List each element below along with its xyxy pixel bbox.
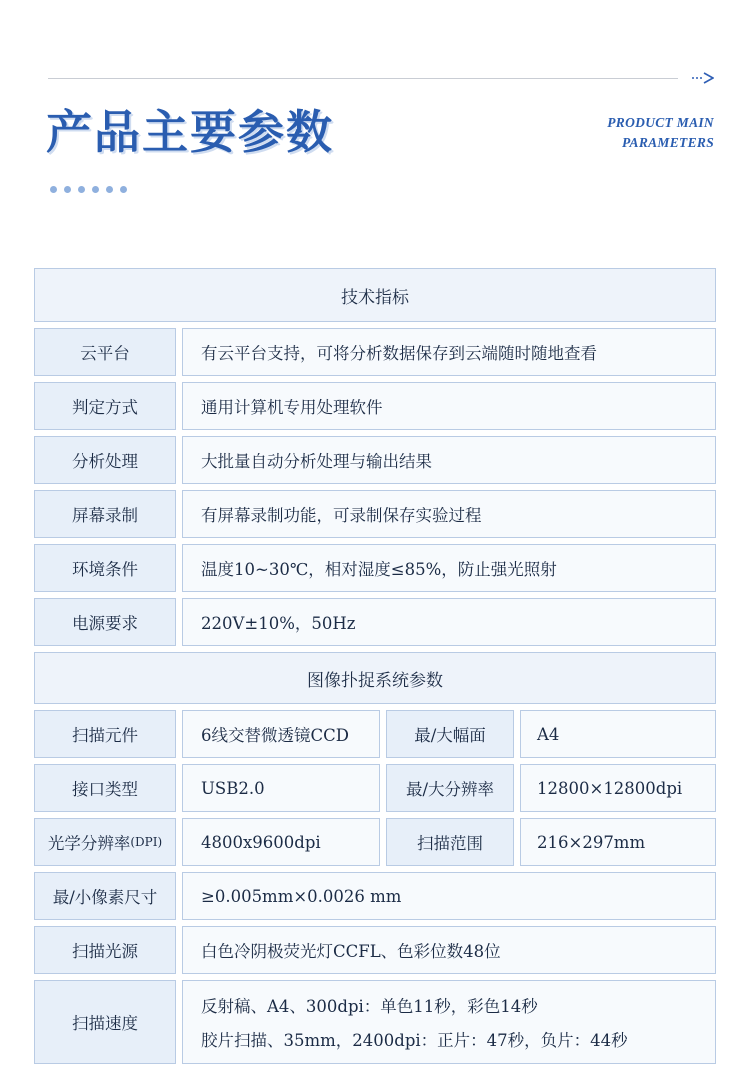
- row-value: 白色冷阴极荧光灯CCFL、色彩位数48位: [182, 926, 716, 974]
- dot-icon: [64, 186, 71, 193]
- dot-icon: [106, 186, 113, 193]
- row-value: 大批量自动分析处理与输出结果: [182, 436, 716, 484]
- page-title-english: [514, 113, 714, 152]
- row-value-secondary: A4: [520, 710, 716, 758]
- dot-icon: [78, 186, 85, 193]
- row-label: 屏幕录制: [34, 490, 176, 538]
- row-value-secondary: 216×297mm: [520, 818, 716, 866]
- row-label: 扫描光源: [34, 926, 176, 974]
- section-header-technical: 技术指标: [34, 268, 716, 322]
- table-row: [34, 544, 716, 592]
- table-row: [34, 490, 716, 538]
- row-value: 有云平台支持，可将分析数据保存到云端随时随地查看: [182, 328, 716, 376]
- row-value-secondary: 12800×12800dpi: [520, 764, 716, 812]
- row-value: 6线交替微透镜CCD: [182, 710, 380, 758]
- row-label: 扫描速度: [34, 980, 176, 1064]
- page-title-english-line2: PARAMETERS: [621, 134, 714, 150]
- table-row: [34, 598, 716, 646]
- spec-table: [34, 268, 716, 1070]
- header-divider: [48, 72, 714, 84]
- row-label: 最/小像素尺寸: [34, 872, 176, 920]
- table-row: [34, 710, 716, 758]
- row-label-secondary: 最/大幅面: [386, 710, 514, 758]
- row-value: 温度10~30℃，相对湿度≤85%，防止强光照射: [182, 544, 716, 592]
- row-label: 云平台: [34, 328, 176, 376]
- row-label: 判定方式: [34, 382, 176, 430]
- table-section-header-row: [34, 652, 716, 704]
- table-row: [34, 926, 716, 974]
- decorative-dots: [50, 186, 127, 193]
- page-header: [0, 0, 750, 230]
- scan-speed-line-1: 反射稿、A4、300dpi：单色11秒，彩色14秒: [201, 997, 538, 1016]
- table-row: [34, 872, 716, 920]
- row-label: 环境条件: [34, 544, 176, 592]
- row-value: 220V±10%，50Hz: [182, 598, 716, 646]
- table-section-header-row: [34, 268, 716, 322]
- dot-icon: [92, 186, 99, 193]
- scan-speed-line-2: 胶片扫描、35mm，2400dpi：正片：47秒，负片：44秒: [201, 1031, 628, 1050]
- row-label-text: 光学分辨率: [47, 834, 131, 853]
- row-value: USB2.0: [182, 764, 380, 812]
- row-label: 电源要求: [34, 598, 176, 646]
- row-label: [34, 818, 176, 866]
- row-label: 分析处理: [34, 436, 176, 484]
- dot-icon: [50, 186, 57, 193]
- row-value: 通用计算机专用处理软件: [182, 382, 716, 430]
- row-label: 扫描元件: [34, 710, 176, 758]
- row-value: 有屏幕录制功能，可录制保存实验过程: [182, 490, 716, 538]
- table-row: [34, 980, 716, 1064]
- row-label: 接口类型: [34, 764, 176, 812]
- table-row: [34, 382, 716, 430]
- dot-icon: [120, 186, 127, 193]
- page-title-english-line1: PRODUCT MAIN: [607, 115, 714, 130]
- table-row: [34, 764, 716, 812]
- header-rule-line: [48, 78, 678, 79]
- row-label-secondary: 最/大分辨率: [386, 764, 514, 812]
- section-header-imaging: 图像扑捉系统参数: [34, 652, 716, 704]
- table-row: [34, 818, 716, 866]
- row-value: ≥0.005mm×0.0026 mm: [182, 872, 716, 920]
- row-value: 4800x9600dpi: [182, 818, 380, 866]
- arrow-right-icon: [692, 72, 714, 84]
- table-row: [34, 328, 716, 376]
- row-label-subscript: (DPI): [130, 835, 163, 849]
- table-row: [34, 436, 716, 484]
- row-label-secondary: 扫描范围: [386, 818, 514, 866]
- page-title: 产品主要参数: [46, 105, 334, 159]
- row-value: [182, 980, 716, 1064]
